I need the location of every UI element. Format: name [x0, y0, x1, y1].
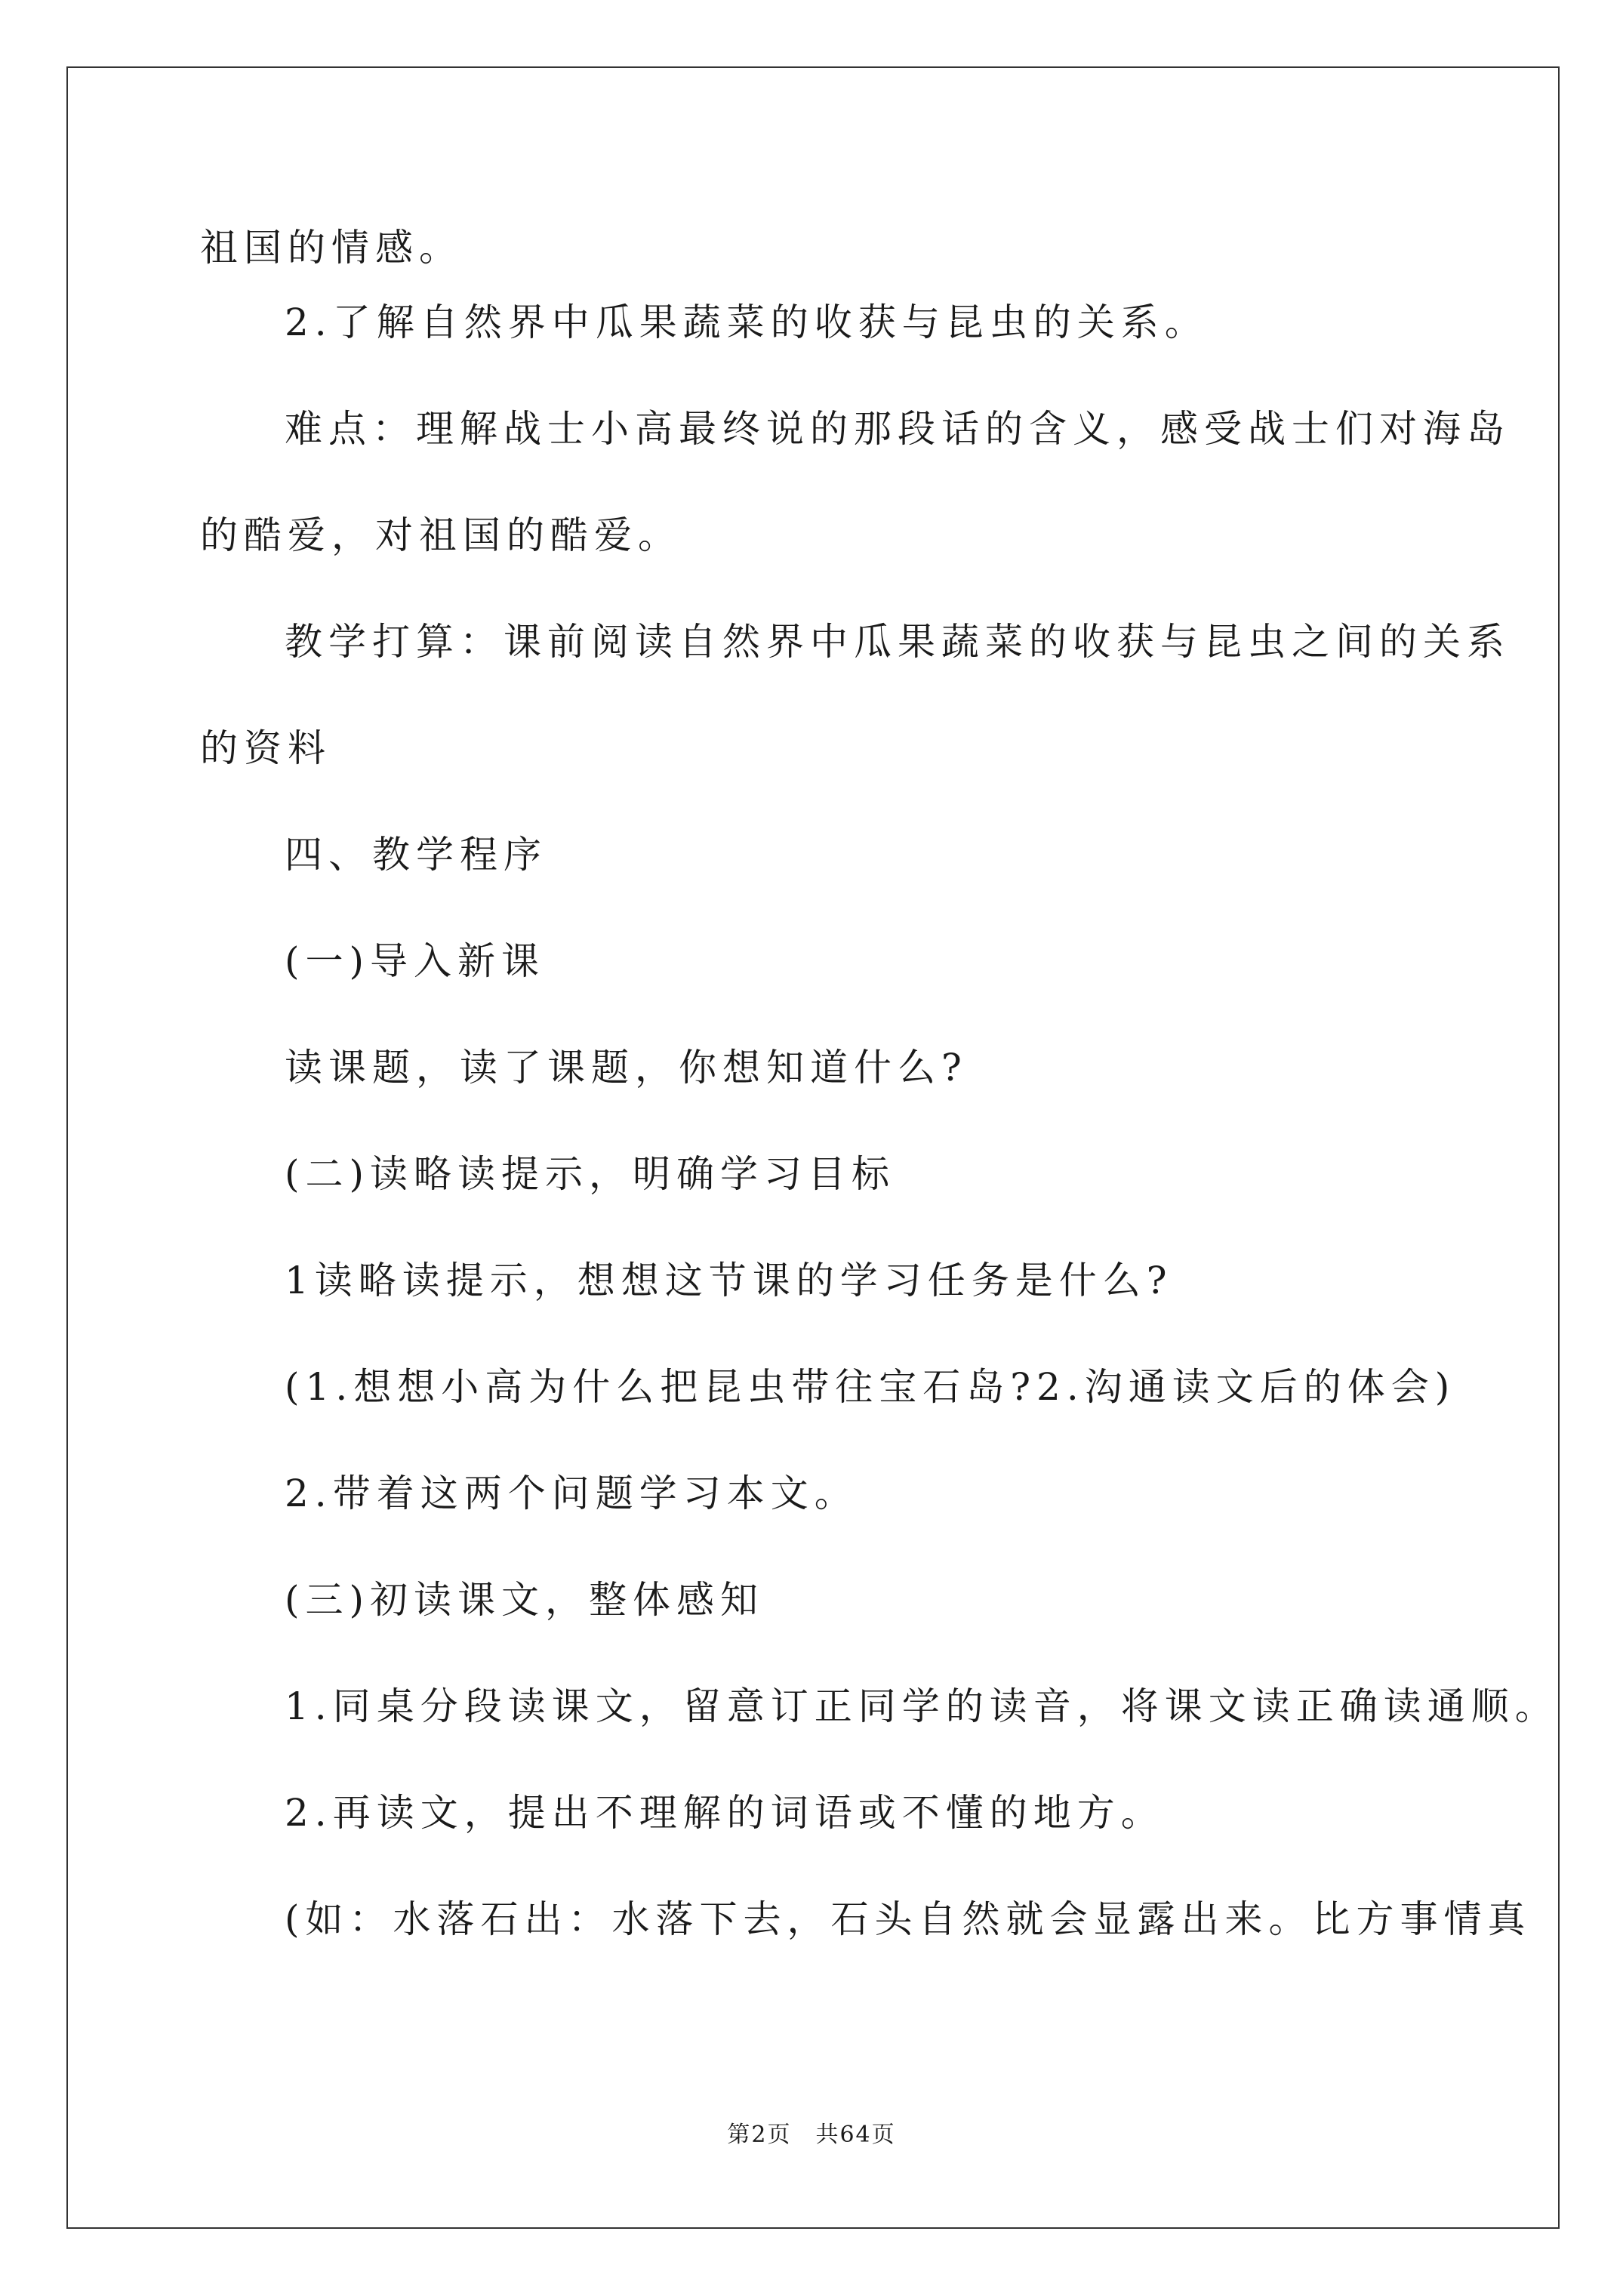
- text-line-10: (二)读略读提示，明确学习目标: [285, 1152, 896, 1196]
- text-line-9: 读课题，读了课题，你想知道什么?: [285, 1046, 968, 1089]
- text-line-17: (如：水落石出：水落下去，石头自然就会显露出来。比方事情真: [285, 1897, 1532, 1941]
- text-line-16: 2.再读文，提出不理解的词语或不懂的地方。: [285, 1791, 1165, 1835]
- text-line-3: 难点：理解战士小高最终说的那段话的含义，感受战士们对海岛: [285, 407, 1511, 451]
- text-line-2: 2.了解自然界中瓜果蔬菜的收获与昆虫的关系。: [285, 300, 1209, 344]
- text-line-1: 祖国的情感。: [200, 226, 463, 270]
- text-line-6: 的资料: [200, 726, 331, 770]
- text-line-12: (1.想想小高为什么把昆虫带往宝石岛?2.沟通读文后的体会): [285, 1365, 1456, 1409]
- text-line-8: (一)导入新课: [285, 939, 546, 983]
- text-line-4: 的酷爱，对祖国的酷爱。: [200, 513, 682, 557]
- page-number-footer: 第2页 共64页: [727, 2122, 896, 2148]
- text-line-7: 四、教学程序: [285, 833, 547, 877]
- text-line-15: 1.同桌分段读课文，留意订正同学的读音，将课文读正确读通顺。: [285, 1684, 1559, 1728]
- text-line-11: 1读略读提示，想想这节课的学习任务是什么?: [285, 1259, 1173, 1302]
- text-line-14: (三)初读课文，整体感知: [285, 1578, 765, 1622]
- text-line-13: 2.带着这两个问题学习本文。: [285, 1472, 858, 1515]
- text-line-5: 教学打算：课前阅读自然界中瓜果蔬菜的收获与昆虫之间的关系: [285, 620, 1511, 664]
